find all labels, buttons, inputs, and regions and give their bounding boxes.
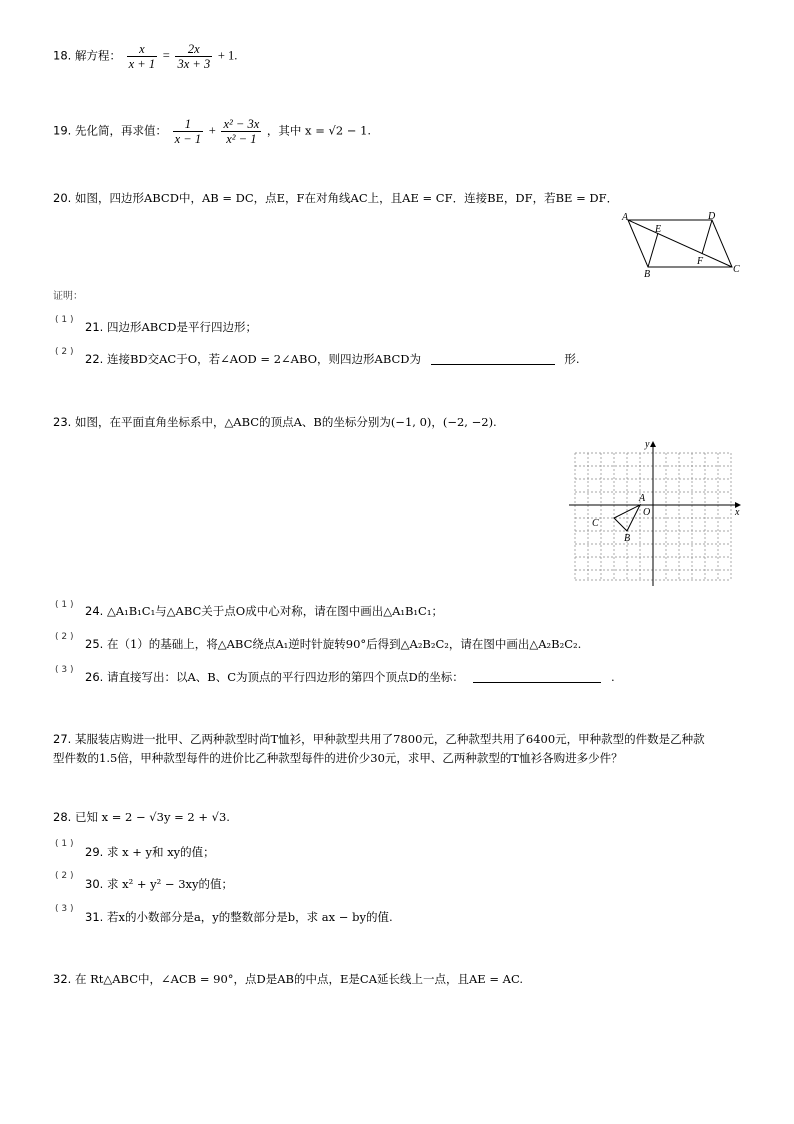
question-number: 32. [53,972,72,986]
label-c: C [733,264,740,275]
sub-question-tag: ( 2 ) [55,871,74,881]
equation-tail: + 1. [217,48,238,63]
question-22 [85,351,580,367]
question-31 [85,909,393,925]
diagonal-ac [628,220,732,267]
sub-question-tag: ( 2 ) [55,347,74,357]
proof-label: 证明： [53,291,83,302]
question-text: 求 x + y和 xy的值； [106,845,215,859]
question-24 [85,603,443,619]
label-b: B [624,533,631,544]
question-text: 在（1）的基础上，将△ABC绕点A₁逆时针旋转90°后得到△A₂B₂C₂，请在图中画出△A₂B₂C₂. [106,637,582,651]
question-20 [53,190,618,206]
question-text: 如图，四边形ABCD中，AB = DC，点E，F在对角线AC上，且AE = CF．连接BE，DF，若BE = DF． [74,191,619,205]
question-number: 31. [85,910,104,924]
question-number: 23. [53,415,72,429]
question-text: △A₁B₁C₁与△ABC关于点O成中心对称，请在图中画出△A₁B₁C₁； [106,604,443,618]
label-b: B [644,269,651,280]
question-number: 25. [85,637,104,651]
label-e: E [655,224,662,235]
question-number: 18. [53,48,72,63]
question-21 [85,319,257,335]
question-number: 30. [85,877,104,891]
label-o: O [643,507,651,518]
question-32 [53,971,523,987]
question-number: 22. [85,352,104,366]
coordinate-grid-figure [565,438,745,588]
question-text: 如图，在平面直角坐标系中，△ABC的顶点A、B的坐标分别为(−1, 0)，(−2, −2). [74,415,497,429]
question-23 [53,414,497,430]
question-text: 解方程： [74,48,121,63]
sub-question-tag: ( 3 ) [55,665,74,675]
question-19 [53,117,371,146]
question-text: 请直接写出：以A、B、C为顶点的平行四边形的第四个顶点D的坐标： [106,670,464,684]
plus-sign: + [208,123,216,138]
question-number: 19. [53,123,72,138]
question-text: 先化简，再求值： [74,123,167,138]
question-number: 20. [53,191,72,205]
label-c: C [592,518,599,529]
question-number: 27. [53,732,72,746]
answer-blank[interactable] [431,364,555,365]
label-d: D [708,211,716,222]
question-27-line-1 [53,731,705,747]
question-text: 型件数的1.5倍，甲种款型每件的进价比乙种款型每件的进价少30元，求甲、乙两种款型的T恤衫各购进多少件？ [53,751,623,765]
question-text: 连接BD交AC于O，若∠AOD = 2∠ABO，则四边形ABCD为 [106,352,422,366]
fraction: $\frac{2x}{3x + 3}$ [177,42,211,71]
sub-question-tag: ( 2 ) [55,632,74,642]
label-x: x [735,507,740,518]
fraction: $\frac{x}{x + 1}$ [128,42,156,71]
fraction: $\frac{1}{x - 1}$ [174,117,202,146]
question-number: 21. [85,320,104,334]
label-a: A [639,493,646,504]
question-18 [53,42,237,71]
question-28 [53,809,230,825]
question-number: 24. [85,604,104,618]
question-tail: . [611,670,615,684]
question-text: 若x的小数部分是a，y的整数部分是b，求 ax − by的值. [106,910,393,924]
question-27-line-2 [53,750,623,766]
y-axis-arrow [650,441,656,447]
question-25 [85,636,581,652]
equals-sign: = [162,48,170,63]
question-number: 29. [85,845,104,859]
label-a: A [622,212,629,223]
question-30 [85,876,233,892]
segment-be [648,233,658,267]
condition-text: ，其中 x = √2 − 1. [266,123,372,138]
question-26 [85,669,615,685]
sub-question-tag: ( 1 ) [55,600,74,610]
question-29 [85,844,215,860]
question-number: 26. [85,670,104,684]
question-text: 求 x² + y² − 3xy的值； [106,877,234,891]
label-f: F [697,256,704,267]
question-text: 已知 x = 2 − √3y = 2 + √3. [74,810,230,824]
segment-df [702,220,712,254]
question-text: 在 Rt△ABC中，∠ACB = 90°，点D是AB的中点，E是CA延长线上一点，且AE = AC. [74,972,523,986]
sub-question-tag: ( 1 ) [55,315,74,325]
parallelogram-figure [620,210,750,282]
question-text: 某服装店购进一批甲、乙两种款型时尚T恤衫，甲种款型共用了7800元，乙种款型共用了6400元，甲种款型的件数是乙种款 [74,732,705,746]
sub-question-tag: ( 3 ) [55,904,74,914]
question-text: 四边形ABCD是平行四边形； [106,320,257,334]
label-y: y [645,439,650,450]
question-number: 28. [53,810,72,824]
question-tail: 形. [564,352,580,366]
sub-question-tag: ( 1 ) [55,839,74,849]
answer-blank[interactable] [473,682,601,683]
fraction: $\frac{\text{x² − 3x}}{\text{x² − 1}}$ [223,117,260,146]
